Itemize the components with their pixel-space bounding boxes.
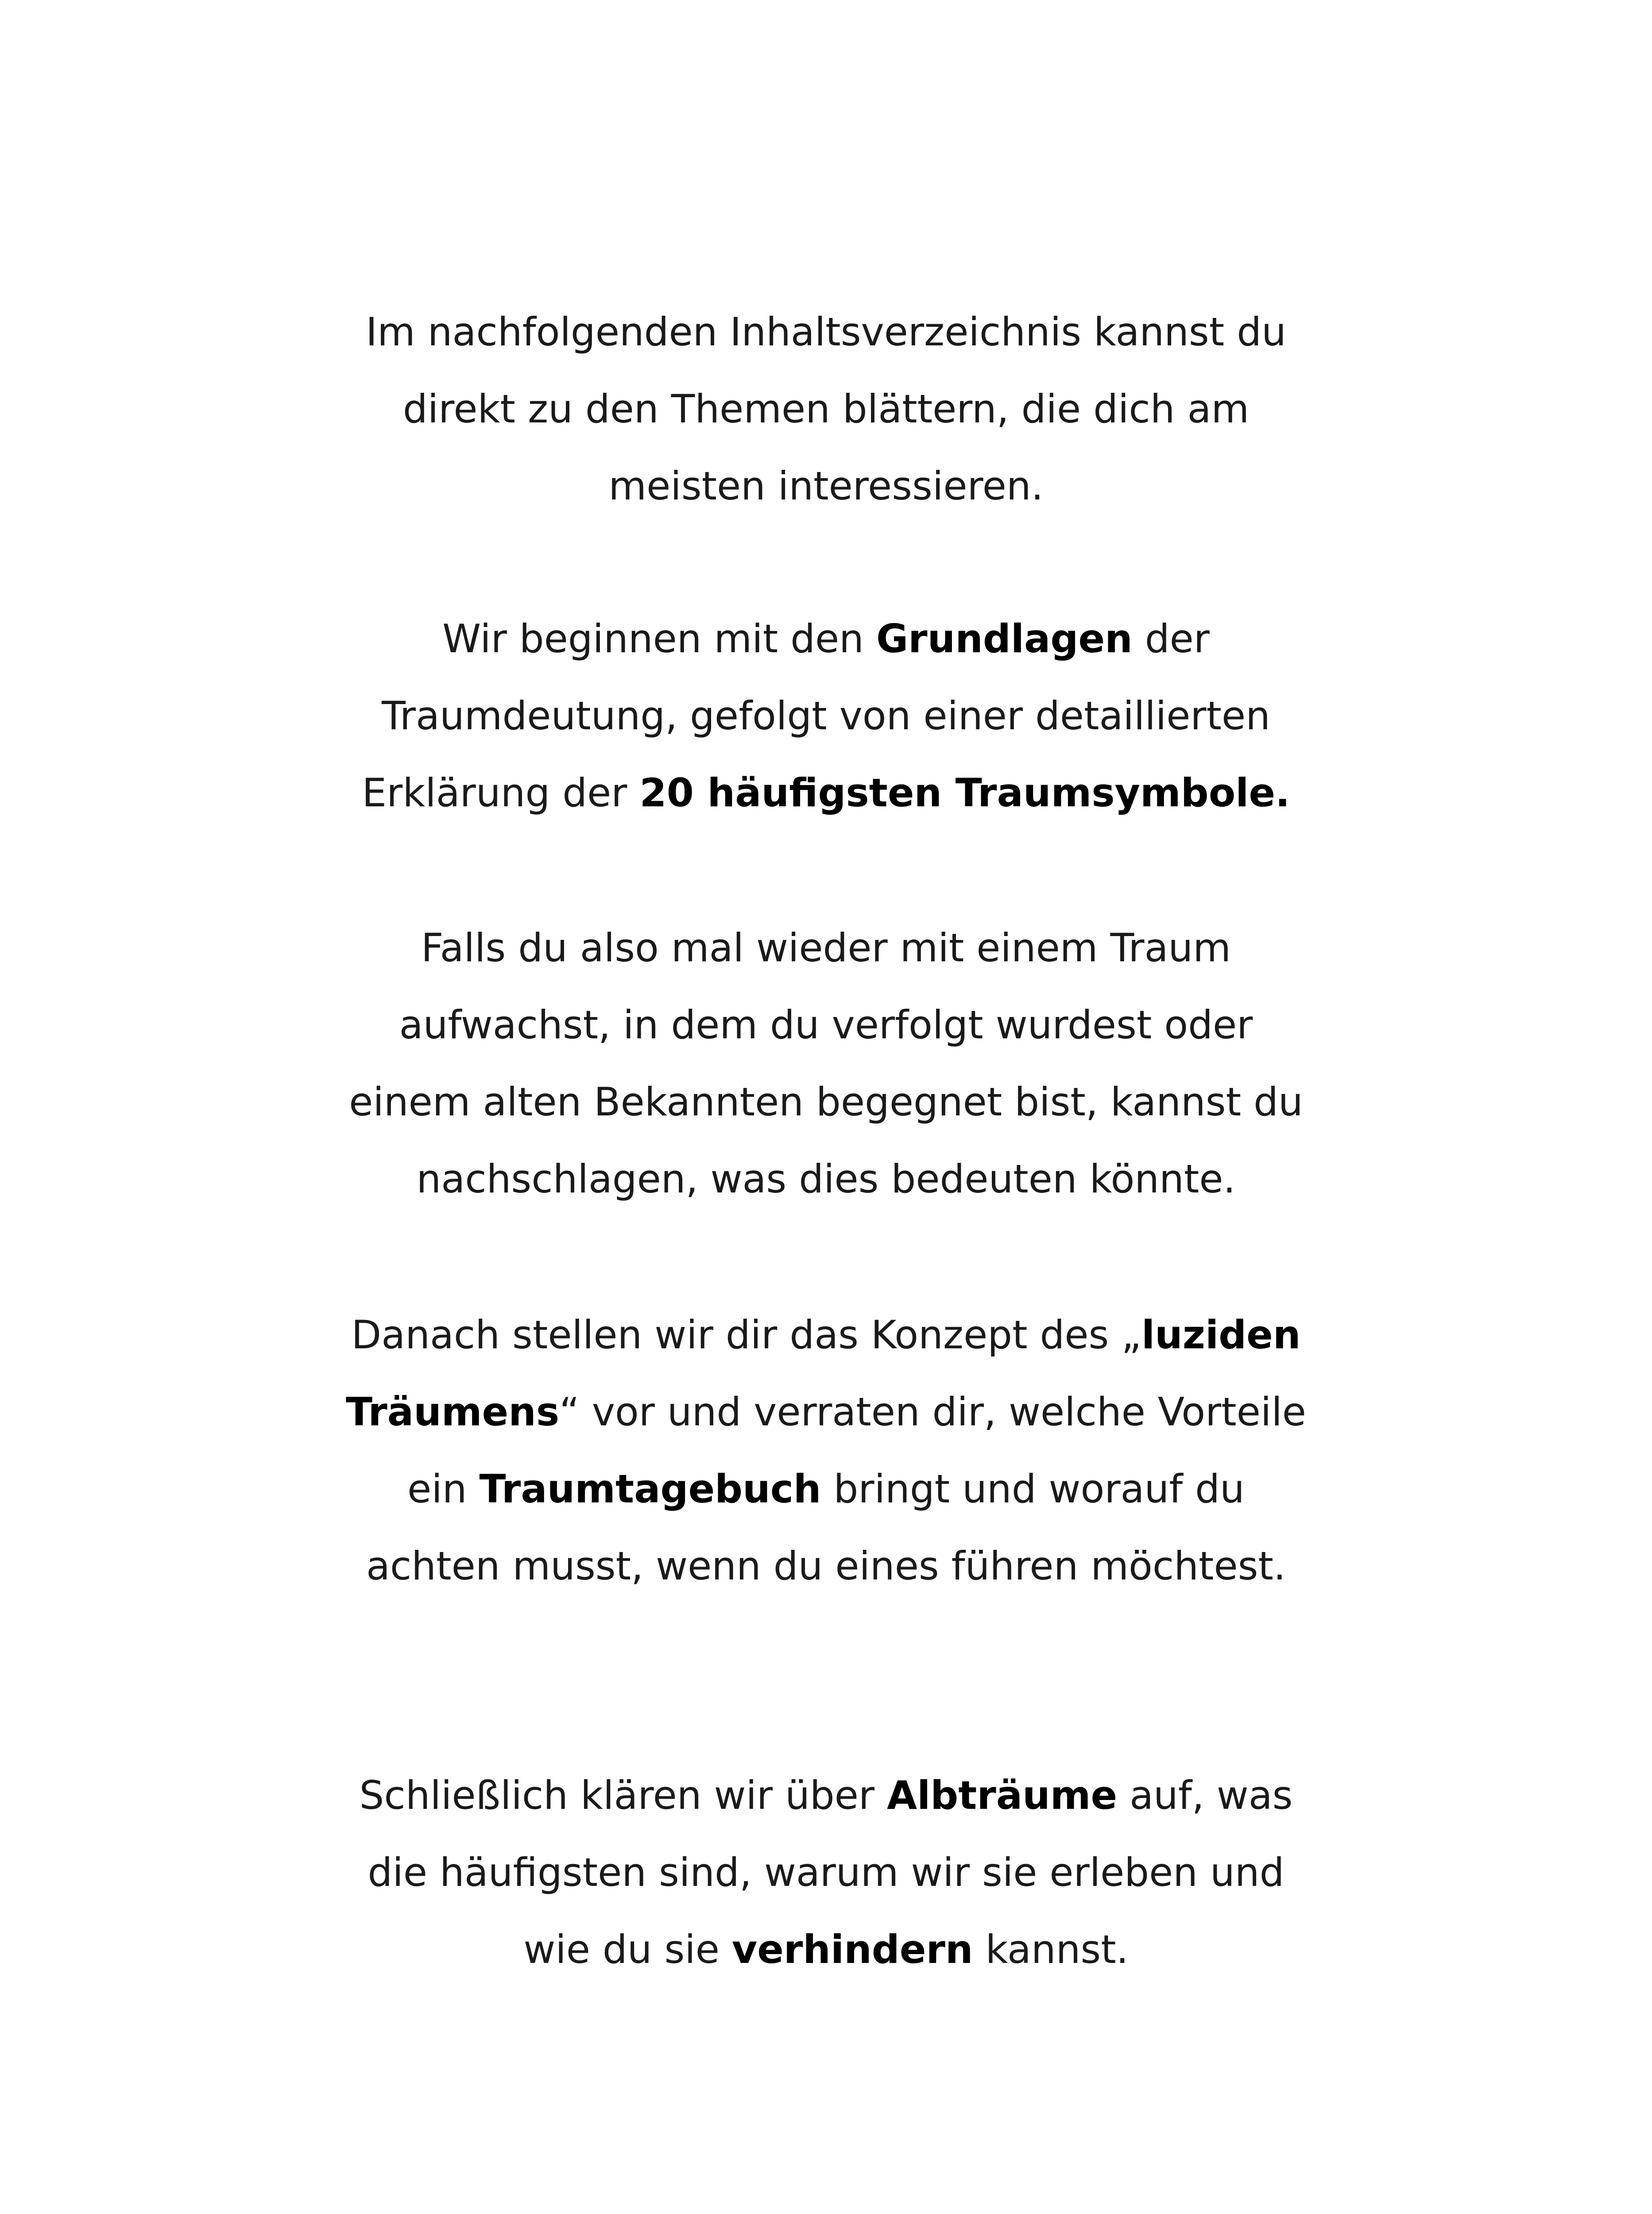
lucid-dreaming-paragraph [0, 1297, 1652, 1605]
nightmares-paragraph [0, 1757, 1652, 1988]
text-line: Falls du also mal wieder mit einem Traum [421, 925, 1231, 971]
basics-paragraph [0, 600, 1652, 832]
bold-term-verhindern: verhindern [731, 1927, 973, 1972]
text-line: meisten interessieren. [608, 463, 1044, 509]
text-line [0, 1297, 1652, 1374]
text-line: achten musst, wenn du eines führen möchtest. [366, 1543, 1286, 1589]
text-segment: ein [407, 1466, 480, 1512]
text-line: Im nachfolgenden Inhaltsverzeichnis kannst du [366, 309, 1286, 355]
text-segment: Erklärung der [362, 770, 640, 816]
text-segment: “ vor und verraten dir, welche Vorteile [559, 1389, 1306, 1435]
text-line [0, 1911, 1652, 1988]
bold-term-grundlagen: Grundlagen [876, 616, 1133, 662]
text-line [0, 1451, 1652, 1528]
bold-term-traumtagebuch: Traumtagebuch [479, 1466, 821, 1512]
bold-term-luziden: luziden [1141, 1312, 1301, 1358]
text-segment: bringt und worauf du [821, 1466, 1245, 1512]
text-segment: kannst. [973, 1927, 1129, 1972]
text-line [0, 1757, 1652, 1834]
text-line: die häufigsten sind, warum wir sie erleben und [368, 1850, 1284, 1895]
text-line [0, 600, 1652, 677]
bold-term-traumsymbole: 20 häufigsten Traumsymbole. [639, 770, 1290, 816]
bold-term-albtraeume: Albträume [887, 1773, 1118, 1818]
text-segment: Wir beginnen mit den [442, 616, 876, 662]
text-segment: auf, was [1117, 1773, 1293, 1818]
bold-term-traeumens: Träumens [346, 1389, 560, 1435]
text-segment: der [1132, 616, 1210, 662]
text-line: aufwachst, in dem du verfolgt wurdest oder [399, 1002, 1253, 1048]
text-segment: Danach stellen wir dir das Konzept des „ [351, 1312, 1141, 1358]
text-line: nachschlagen, was dies bedeuten könnte. [416, 1156, 1236, 1202]
text-segment: Schließlich klären wir über [359, 1773, 887, 1818]
lookup-paragraph [0, 910, 1652, 1218]
text-line: einem alten Bekannten begegnet bist, kannst du [349, 1079, 1303, 1125]
text-line: direkt zu den Themen blättern, die dich am [402, 386, 1250, 432]
text-line [0, 1374, 1652, 1451]
text-line: Traumdeutung, gefolgt von einer detaillierten [382, 693, 1270, 739]
text-segment: wie du sie [523, 1927, 732, 1972]
text-line [0, 755, 1652, 832]
intro-paragraph [0, 294, 1652, 525]
